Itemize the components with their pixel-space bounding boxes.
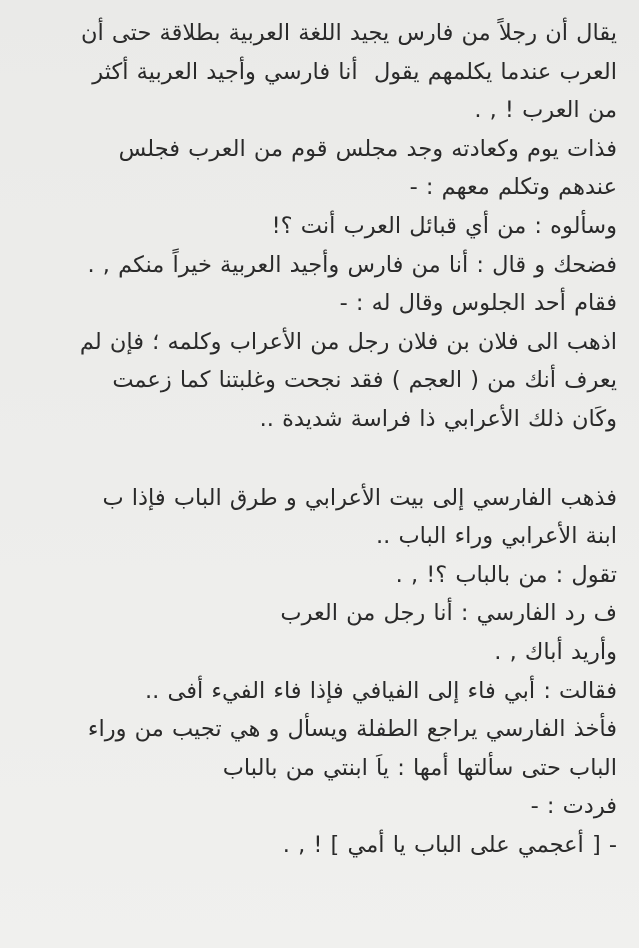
note-line-8: فقام أحد الجلوس وقال له : -: [339, 290, 617, 317]
note-line-11: وكَان ذلك الأعرابي ذا فراسة شديدة ..: [259, 405, 617, 432]
note-line-5: عندهم وتكلم معهم : -: [409, 174, 617, 201]
note-line-22: - [ أعجمي على الباب يا أمي ] ! , .: [282, 831, 617, 858]
note-line-14: ابنة الأعرابي وراء الباب ..: [376, 523, 617, 550]
note-line-21: فردت : -: [530, 793, 617, 820]
note-line-13: فذهب الفارسي إلى بيت الأعرابي و طرق الباب فإذا ب: [102, 484, 617, 511]
note-line-2: العرب عندما يكلمهم يقول أنا فارسي وأجيد العربية أكثر: [92, 58, 617, 85]
note-text: [20, 14, 617, 864]
note-line-15: تقول : من بالباب ؟! , .: [395, 561, 617, 588]
note-line-6: وسألوه : من أي قبائل العرب أنت ؟!: [271, 212, 617, 239]
note-line-16: ف رد الفارسي : أنا رجل من العرب: [280, 600, 617, 627]
note-line-17: وأريد أباك , .: [494, 638, 617, 665]
note-line-10: يعرف أنك من ( العجم ) فقد نجحت وغلبتنا كما زعمت: [112, 367, 617, 394]
note-line-9: اذهب الى فلان بن فلان رجل من الأعراب وكلمه ؛ فإن لم: [79, 328, 617, 355]
note-line-20: الباب حتى سألتها أمها : ياَ ابنتي من بالباب: [222, 754, 617, 781]
note-line-3: من العرب ! , .: [474, 97, 617, 124]
note-line-7: فضحك و قال : أنا من فارس وأجيد العربية خيراً منكم , .: [87, 251, 617, 278]
note-line-1: يقال أن رجلاً من فارس يجيد اللغة العربية بطلاقة حتى أن: [80, 20, 617, 46]
note-line-4: فذات يوم وكعادته وجد مجلس قوم من العرب فجلس: [118, 135, 617, 162]
note-line-18: فقالت : أبي فاء إلى الفيافي فإذا فاء الفيء أفى ..: [145, 677, 617, 704]
note-blank-line: [20, 439, 617, 479]
note-line-19: فأخذ الفارسي يراجع الطفلة ويسأل و هي تجيب من وراء: [87, 716, 617, 743]
